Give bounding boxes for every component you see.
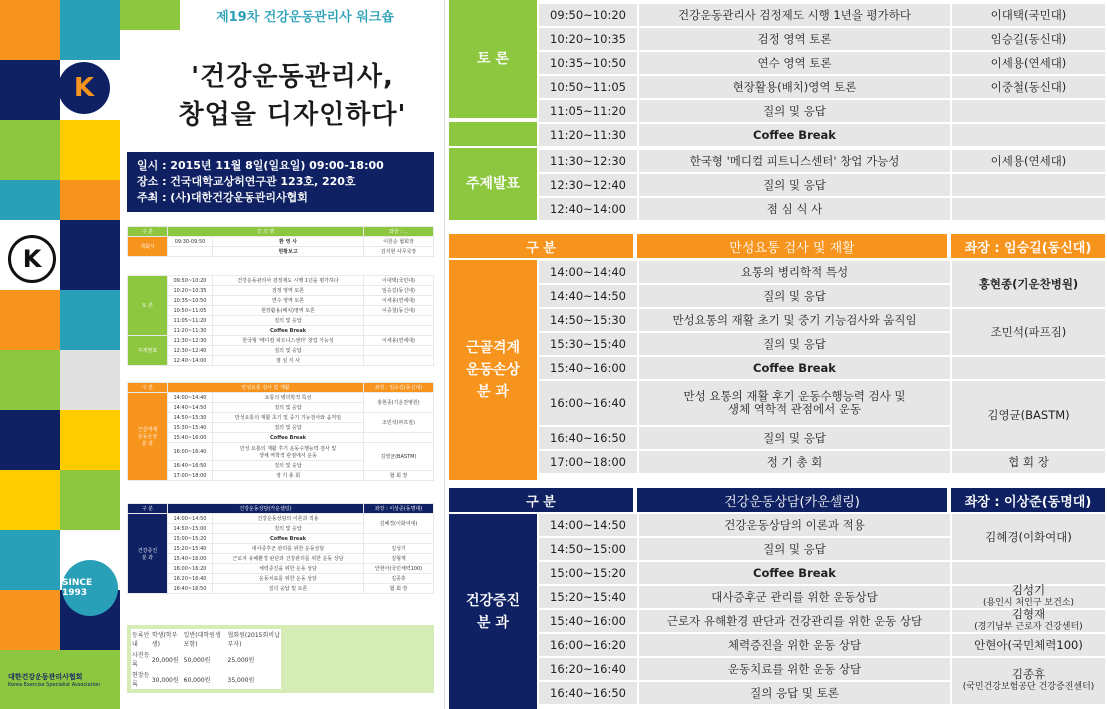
topic-cell — [639, 381, 950, 425]
poster-header-cell: 건강운동상담(카운셀링) — [168, 504, 364, 514]
poster-cell: 09:30-09:50 — [168, 237, 213, 247]
topic-cell: Coffee Break — [639, 124, 950, 146]
topic-cell: 질의 및 응답 — [639, 100, 950, 122]
poster-header-cell: 좌장 : 임승길(동신대) — [364, 383, 434, 393]
poster-cell: 김형재 — [364, 554, 434, 564]
time-cell: 10:20~10:35 — [539, 28, 637, 50]
poster-cell: 이대택(국민대) — [364, 276, 434, 286]
speaker-cell: 안현아(국민체력100) — [952, 634, 1105, 656]
poster-cell: 임승길(동신대) — [364, 286, 434, 296]
poster-top-title: 제19차 건강운동관리사 워크숍 — [216, 10, 394, 25]
topic-cell: 질의 및 응답 — [639, 174, 950, 196]
schedule-row — [449, 4, 1107, 28]
topic-cell: 대사증후군 관리를 위한 운동상담 — [639, 586, 950, 608]
poster-section-label: 토 론 — [128, 276, 168, 336]
schedule-row — [449, 28, 1107, 52]
poster-cell: 정 기 총 회 — [213, 471, 364, 481]
msk-label-line: 운동손상 — [465, 362, 521, 378]
topic-cell: 질의 응답 및 토론 — [639, 682, 950, 704]
org-name-en: Korea Exercise Specialist Association — [8, 682, 101, 688]
fee-header: 학생(학부생) — [151, 629, 183, 649]
schedule-row — [449, 124, 1107, 148]
fee-row-label: 현장등록 — [131, 669, 151, 689]
topic-cell: Coffee Break — [639, 357, 950, 379]
poster-cell: 김혜경(이화여대) — [364, 514, 434, 534]
poster-cell: 운동치료를 위한 운동 상담 — [213, 574, 364, 584]
fee-header: 일반(대학원생포함) — [183, 629, 227, 649]
time-cell: 14:50~15:30 — [539, 309, 637, 331]
poster-fee-box — [127, 625, 434, 693]
poster-cell: 17:00~18:00 — [168, 471, 213, 481]
topic-cell: 질의 및 응답 — [639, 285, 950, 307]
topic-cell: 한국형 '메디컬 피트니스센터' 창업 가능성 — [639, 150, 950, 172]
msk-label-line: 근골격계 — [465, 340, 521, 356]
poster-cell: 10:50~11:05 — [168, 306, 213, 316]
time-cell: 15:30~15:40 — [539, 333, 637, 355]
time-cell: 10:50~11:05 — [539, 76, 637, 98]
speaker-cell — [952, 607, 1105, 632]
deco-tile — [0, 0, 60, 60]
poster-cell: 14:50~15:00 — [168, 524, 213, 534]
speaker-affiliation: (용인시 처인구 보건소) — [983, 598, 1074, 608]
time-cell: 15:20~15:40 — [539, 586, 637, 608]
poster-host: 주최 : (사)대한건강운동관리사협회 — [137, 191, 308, 204]
poster-cell: 11:30~12:30 — [168, 336, 213, 346]
poster-cell: 16:40~16:50 — [168, 461, 213, 471]
fee-value: 25,000원 — [227, 649, 282, 669]
poster-cell: Coffee Break — [213, 326, 364, 336]
speaker-affiliation: (경기남부 근로자 건강센터) — [974, 622, 1083, 632]
poster-health-table — [127, 503, 434, 594]
poster-cell: 질의 및 응답 — [213, 461, 364, 471]
poster-cell: 질의 및 응답 — [213, 403, 364, 413]
poster-cell: 이중철(동신대) — [364, 306, 434, 316]
speaker-cell: 이세용(연세대) — [952, 52, 1105, 74]
deco-tile — [0, 290, 60, 350]
speaker-cell: 이중철(동신대) — [952, 76, 1105, 98]
time-cell: 16:40~16:50 — [539, 427, 637, 449]
poster-cell: 이세용(연세대) — [364, 336, 434, 346]
poster-cell: 건강운동관리사 검정제도 시행 1년을 평가하다 — [213, 276, 364, 286]
poster-cell: 체력증진을 위한 운동 상담 — [213, 564, 364, 574]
poster-cell: 만성 요통의 재활 후기 운동수행능력 검사 및 생체 역학적 관점에서 운동 — [213, 443, 364, 461]
time-cell: 14:00~14:50 — [539, 514, 637, 536]
time-cell: 11:30~12:30 — [539, 150, 637, 172]
time-cell: 16:00~16:40 — [539, 381, 637, 425]
speaker-cell — [952, 562, 1105, 584]
time-cell: 12:30~12:40 — [539, 174, 637, 196]
time-cell: 11:05~11:20 — [539, 100, 637, 122]
poster-cell: 12:40~14:00 — [168, 356, 213, 366]
poster-cell: 이세용(연세대) — [364, 296, 434, 306]
fee-row-label: 사전등록 — [131, 649, 151, 669]
topic-cell: Coffee Break — [639, 562, 950, 584]
time-cell: 09:50~10:20 — [539, 4, 637, 26]
fee-value: 60,000원 — [183, 669, 227, 689]
deco-tile — [60, 470, 120, 530]
fee-header: 협회원(2015회비납부자) — [227, 629, 282, 649]
schedule-row — [449, 634, 1107, 658]
poster-cell: 현황보고 — [213, 247, 364, 257]
schedule-row — [449, 607, 1107, 634]
poster-cell: 점 심 식 사 — [213, 356, 364, 366]
speaker-cell — [952, 658, 1105, 704]
poster-cell: 11:20~11:30 — [168, 326, 213, 336]
poster-cell: Coffee Break — [213, 433, 364, 443]
poster-cell: Coffee Break — [213, 534, 364, 544]
deco-tile — [60, 410, 120, 470]
poster-place: 장소 : 건국대학교상허연구관 123호, 220호 — [137, 175, 356, 188]
time-cell: 14:40~14:50 — [539, 285, 637, 307]
topic-cell: 질의 및 응답 — [639, 427, 950, 449]
speaker-cell: 김혜경(이화여대) — [952, 514, 1105, 560]
poster — [0, 0, 445, 709]
poster-cell: 질의 및 응답 — [213, 524, 364, 534]
speaker-cell: 이세용(연세대) — [952, 150, 1105, 172]
msk-header-title: 만성요통 검사 및 재활 — [637, 234, 947, 258]
poster-schedule-table — [127, 226, 434, 257]
deco-tile — [60, 290, 120, 350]
poster-cell: 15:30~15:40 — [168, 423, 213, 433]
poster-cell: 15:40~16:00 — [168, 554, 213, 564]
msk-header-chair: 좌장 : 임승길(동신대) — [951, 234, 1105, 258]
topic-cell: 요통의 병리학적 특성 — [639, 261, 950, 283]
poster-cell: 10:35~10:50 — [168, 296, 213, 306]
association-logo-icon: K — [58, 62, 110, 114]
speaker-cell — [952, 583, 1105, 608]
schedule-row — [449, 100, 1107, 124]
deco-tile — [120, 0, 180, 30]
poster-cell: 한국형 '메디컬 피트니스센터' 창업 가능성 — [213, 336, 364, 346]
poster-cell: 14:50~15:30 — [168, 413, 213, 423]
speaker-cell: 협 회 장 — [952, 451, 1105, 473]
fee-value: 20,000원 — [151, 649, 183, 669]
poster-cell: 14:00~14:50 — [168, 514, 213, 524]
deco-tile — [0, 590, 60, 650]
topic-line: 만성 요통의 재활 후기 운동수행능력 검사 및 — [683, 389, 906, 403]
poster-cell: 김영균(BASTM) — [364, 443, 434, 471]
time-cell: 15:40~16:00 — [539, 610, 637, 632]
deco-tile — [60, 180, 120, 220]
poster-cell: 질의 및 응답 — [213, 423, 364, 433]
poster-header-cell: 구 분 — [128, 504, 168, 514]
poster-cell: 09:50~10:20 — [168, 276, 213, 286]
schedule-row — [449, 583, 1107, 610]
poster-date: 일시 : 2015년 11월 8일(일요일) 09:00-18:00 — [137, 159, 384, 172]
poster-msk-table — [127, 382, 434, 481]
poster-section-label: 주제발표 — [128, 336, 168, 366]
poster-info-box — [127, 152, 434, 212]
schedule-row — [449, 76, 1107, 100]
schedule-row — [449, 357, 1107, 381]
schedule-row — [449, 562, 1107, 586]
msk-header-left: 구 분 — [449, 234, 633, 258]
time-cell: 11:20~11:30 — [539, 124, 637, 146]
poster-cell: 김성기 — [364, 544, 434, 554]
association-logo-icon: K — [8, 235, 56, 283]
health-label-line: 건강증진 — [465, 592, 521, 609]
poster-cell: 질의 및 응답 — [213, 316, 364, 326]
topic-cell: 현장활용(배치)영역 토론 — [639, 76, 950, 98]
exercise-specialist-seal-icon: SINCE 1993 — [62, 560, 118, 616]
poster-cell: 안현아(국민체력100) — [364, 564, 434, 574]
poster-cell: 건강운동상담의 이론과 적용 — [213, 514, 364, 524]
poster-cell: 협 회 장 — [364, 471, 434, 481]
deco-tile — [0, 530, 60, 590]
speaker-name: 김종휴 — [1011, 667, 1046, 681]
poster-cell: 연수 영역 토론 — [213, 296, 364, 306]
schedule-row — [449, 198, 1107, 222]
topic-cell: 만성요통의 재활 초기 및 중기 기능검사와 움직임 — [639, 309, 950, 331]
topic-cell: 건강운동상담의 이론과 적용 — [639, 514, 950, 536]
health-header-chair: 좌장 : 이상준(동명대) — [951, 488, 1105, 512]
fee-table — [131, 629, 281, 689]
poster-toron-table — [127, 275, 434, 366]
time-cell: 15:40~16:00 — [539, 357, 637, 379]
poster-cell: 협 회 장 — [364, 584, 434, 594]
poster-footer — [8, 672, 118, 688]
deco-tile — [60, 350, 120, 410]
poster-cell: 요통의 병리학적 특성 — [213, 393, 364, 403]
health-header-title: 건강운동상담(카운셀링) — [637, 488, 947, 512]
poster-cell: 16:20~16:40 — [168, 574, 213, 584]
poster-cell: 조민석(파프짐) — [364, 413, 434, 433]
poster-cell: 근로자 유해환경 판단과 건강관리를 위한 운동 상담 — [213, 554, 364, 564]
topic-cell: 정 기 총 회 — [639, 451, 950, 473]
topic-cell: 점 심 식 사 — [639, 198, 950, 220]
deco-tile — [0, 180, 60, 220]
poster-title-line: '건강운동관리사, — [191, 62, 394, 92]
speaker-cell — [952, 357, 1105, 379]
poster-cell: 이원순 협회장 — [364, 237, 434, 247]
fee-value: 30,000원 — [151, 669, 183, 689]
schedule-row — [449, 451, 1107, 475]
poster-cell: 김지현 사무국장 — [364, 247, 434, 257]
poster-cell: 14:40~14:50 — [168, 403, 213, 413]
speaker-cell: 조민석(파프짐) — [952, 309, 1105, 355]
poster-cell: 11:05~11:20 — [168, 316, 213, 326]
deco-tile — [0, 120, 60, 180]
poster-header-cell: 만성요통 검사 및 재활 — [168, 383, 364, 393]
poster-cell: 질의 응답 및 토론 — [213, 584, 364, 594]
time-cell: 15:00~15:20 — [539, 562, 637, 584]
poster-cell: 검정 영역 토론 — [213, 286, 364, 296]
poster-cell: 김종휴 — [364, 574, 434, 584]
topic-cell: 질의 및 응답 — [639, 333, 950, 355]
speaker-affiliation: (국민건강보험공단 건강증진센터) — [962, 682, 1095, 692]
speaker-cell — [952, 100, 1105, 122]
speaker-cell: 김영균(BASTM) — [952, 381, 1105, 449]
poster-cell: 15:40~16:00 — [168, 433, 213, 443]
speaker-name: 김성기 — [1011, 583, 1046, 597]
time-cell: 16:40~16:50 — [539, 682, 637, 704]
poster-main-title — [140, 58, 445, 134]
poster-cell — [168, 247, 213, 257]
poster-cell: 16:00~16:20 — [168, 564, 213, 574]
deco-tile — [0, 470, 60, 530]
org-name: 대한건강운동관리사협회 — [8, 673, 83, 681]
poster-cell: 12:30~12:40 — [168, 346, 213, 356]
deco-tile — [0, 410, 60, 470]
poster-cell: 16:40~16:50 — [168, 584, 213, 594]
poster-cell: 16:00~16:40 — [168, 443, 213, 461]
poster-cell: 질의 및 응답 — [213, 346, 364, 356]
schedule-row — [449, 150, 1107, 174]
time-cell: 17:00~18:00 — [539, 451, 637, 473]
topic-cell: 검정 영역 토론 — [639, 28, 950, 50]
poster-cell: 14:00~14:40 — [168, 393, 213, 403]
poster-header-cell: 구 분 — [128, 227, 168, 237]
deco-tile — [60, 220, 120, 290]
fee-value: 50,000원 — [183, 649, 227, 669]
poster-header-cell: 강 의 명 — [168, 227, 364, 237]
topic-line: 생체 역학적 관점에서 운동 — [727, 402, 862, 416]
speaker-cell — [952, 198, 1105, 220]
poster-section-label: 건강증진 분 과 — [128, 514, 168, 594]
fee-title: 등록안내 — [131, 629, 151, 649]
poster-opening-label: 개회식 — [128, 237, 168, 257]
session-label-toron: 토 론 — [449, 0, 537, 118]
poster-section-label: 근골격계 운동손상 분 과 — [128, 393, 168, 481]
schedule-row — [449, 52, 1107, 76]
schedule-panel — [449, 0, 1107, 709]
speaker-name: 김형재 — [1011, 607, 1046, 621]
deco-tile — [60, 120, 120, 180]
deco-tile — [60, 0, 120, 60]
deco-tile — [0, 60, 60, 120]
speaker-cell — [952, 174, 1105, 196]
topic-cell: 연수 영역 토론 — [639, 52, 950, 74]
poster-cell: 환 영 사 — [213, 237, 364, 247]
time-cell: 14:50~15:00 — [539, 538, 637, 560]
topic-cell: 체력증진을 위한 운동 상담 — [639, 634, 950, 656]
speaker-cell: 임승길(동신대) — [952, 28, 1105, 50]
time-cell: 12:40~14:00 — [539, 198, 637, 220]
health-header-left: 구 분 — [449, 488, 633, 512]
time-cell: 16:00~16:20 — [539, 634, 637, 656]
time-cell: 10:35~10:50 — [539, 52, 637, 74]
session-label-keynote: 주제발표 — [449, 148, 537, 220]
poster-cell: 15:00~15:20 — [168, 534, 213, 544]
poster-cell: 15:20~15:40 — [168, 544, 213, 554]
topic-cell: 운동치료를 위한 운동 상담 — [639, 658, 950, 680]
speaker-cell — [952, 124, 1105, 146]
speaker-cell: 홍현종(기운찬병원) — [952, 261, 1105, 307]
time-cell: 16:20~16:40 — [539, 658, 637, 680]
msk-label-line: 분 과 — [477, 384, 509, 400]
poster-cell: 현장활용(배치)영역 토론 — [213, 306, 364, 316]
poster-header-cell: 좌장 : 이상준(동명대) — [364, 504, 434, 514]
health-label-line: 분 과 — [477, 614, 509, 631]
topic-cell: 건강운동관리사 검정제도 시행 1년을 평가하다 — [639, 4, 950, 26]
schedule-row — [449, 174, 1107, 198]
topic-cell: 질의 및 응답 — [639, 538, 950, 560]
poster-cell: 10:20~10:35 — [168, 286, 213, 296]
speaker-cell: 이대택(국민대) — [952, 4, 1105, 26]
fee-value: 35,000원 — [227, 669, 282, 689]
poster-cell: 홍현종(기운찬병원) — [364, 393, 434, 413]
topic-cell: 근로자 유해환경 판단과 건강관리를 위한 운동 상담 — [639, 610, 950, 632]
time-cell: 14:00~14:40 — [539, 261, 637, 283]
poster-title-line: 창업을 디자인하다' — [178, 100, 407, 130]
deco-tile — [0, 350, 60, 410]
poster-cell: 대사증후군 관리를 위한 운동상담 — [213, 544, 364, 554]
poster-header-cell: 구 분 — [128, 383, 168, 393]
poster-cell: 만성요통의 재활 초기 및 중기 기능검사와 움직임 — [213, 413, 364, 423]
poster-header-cell: 좌장 : ... — [364, 227, 434, 237]
